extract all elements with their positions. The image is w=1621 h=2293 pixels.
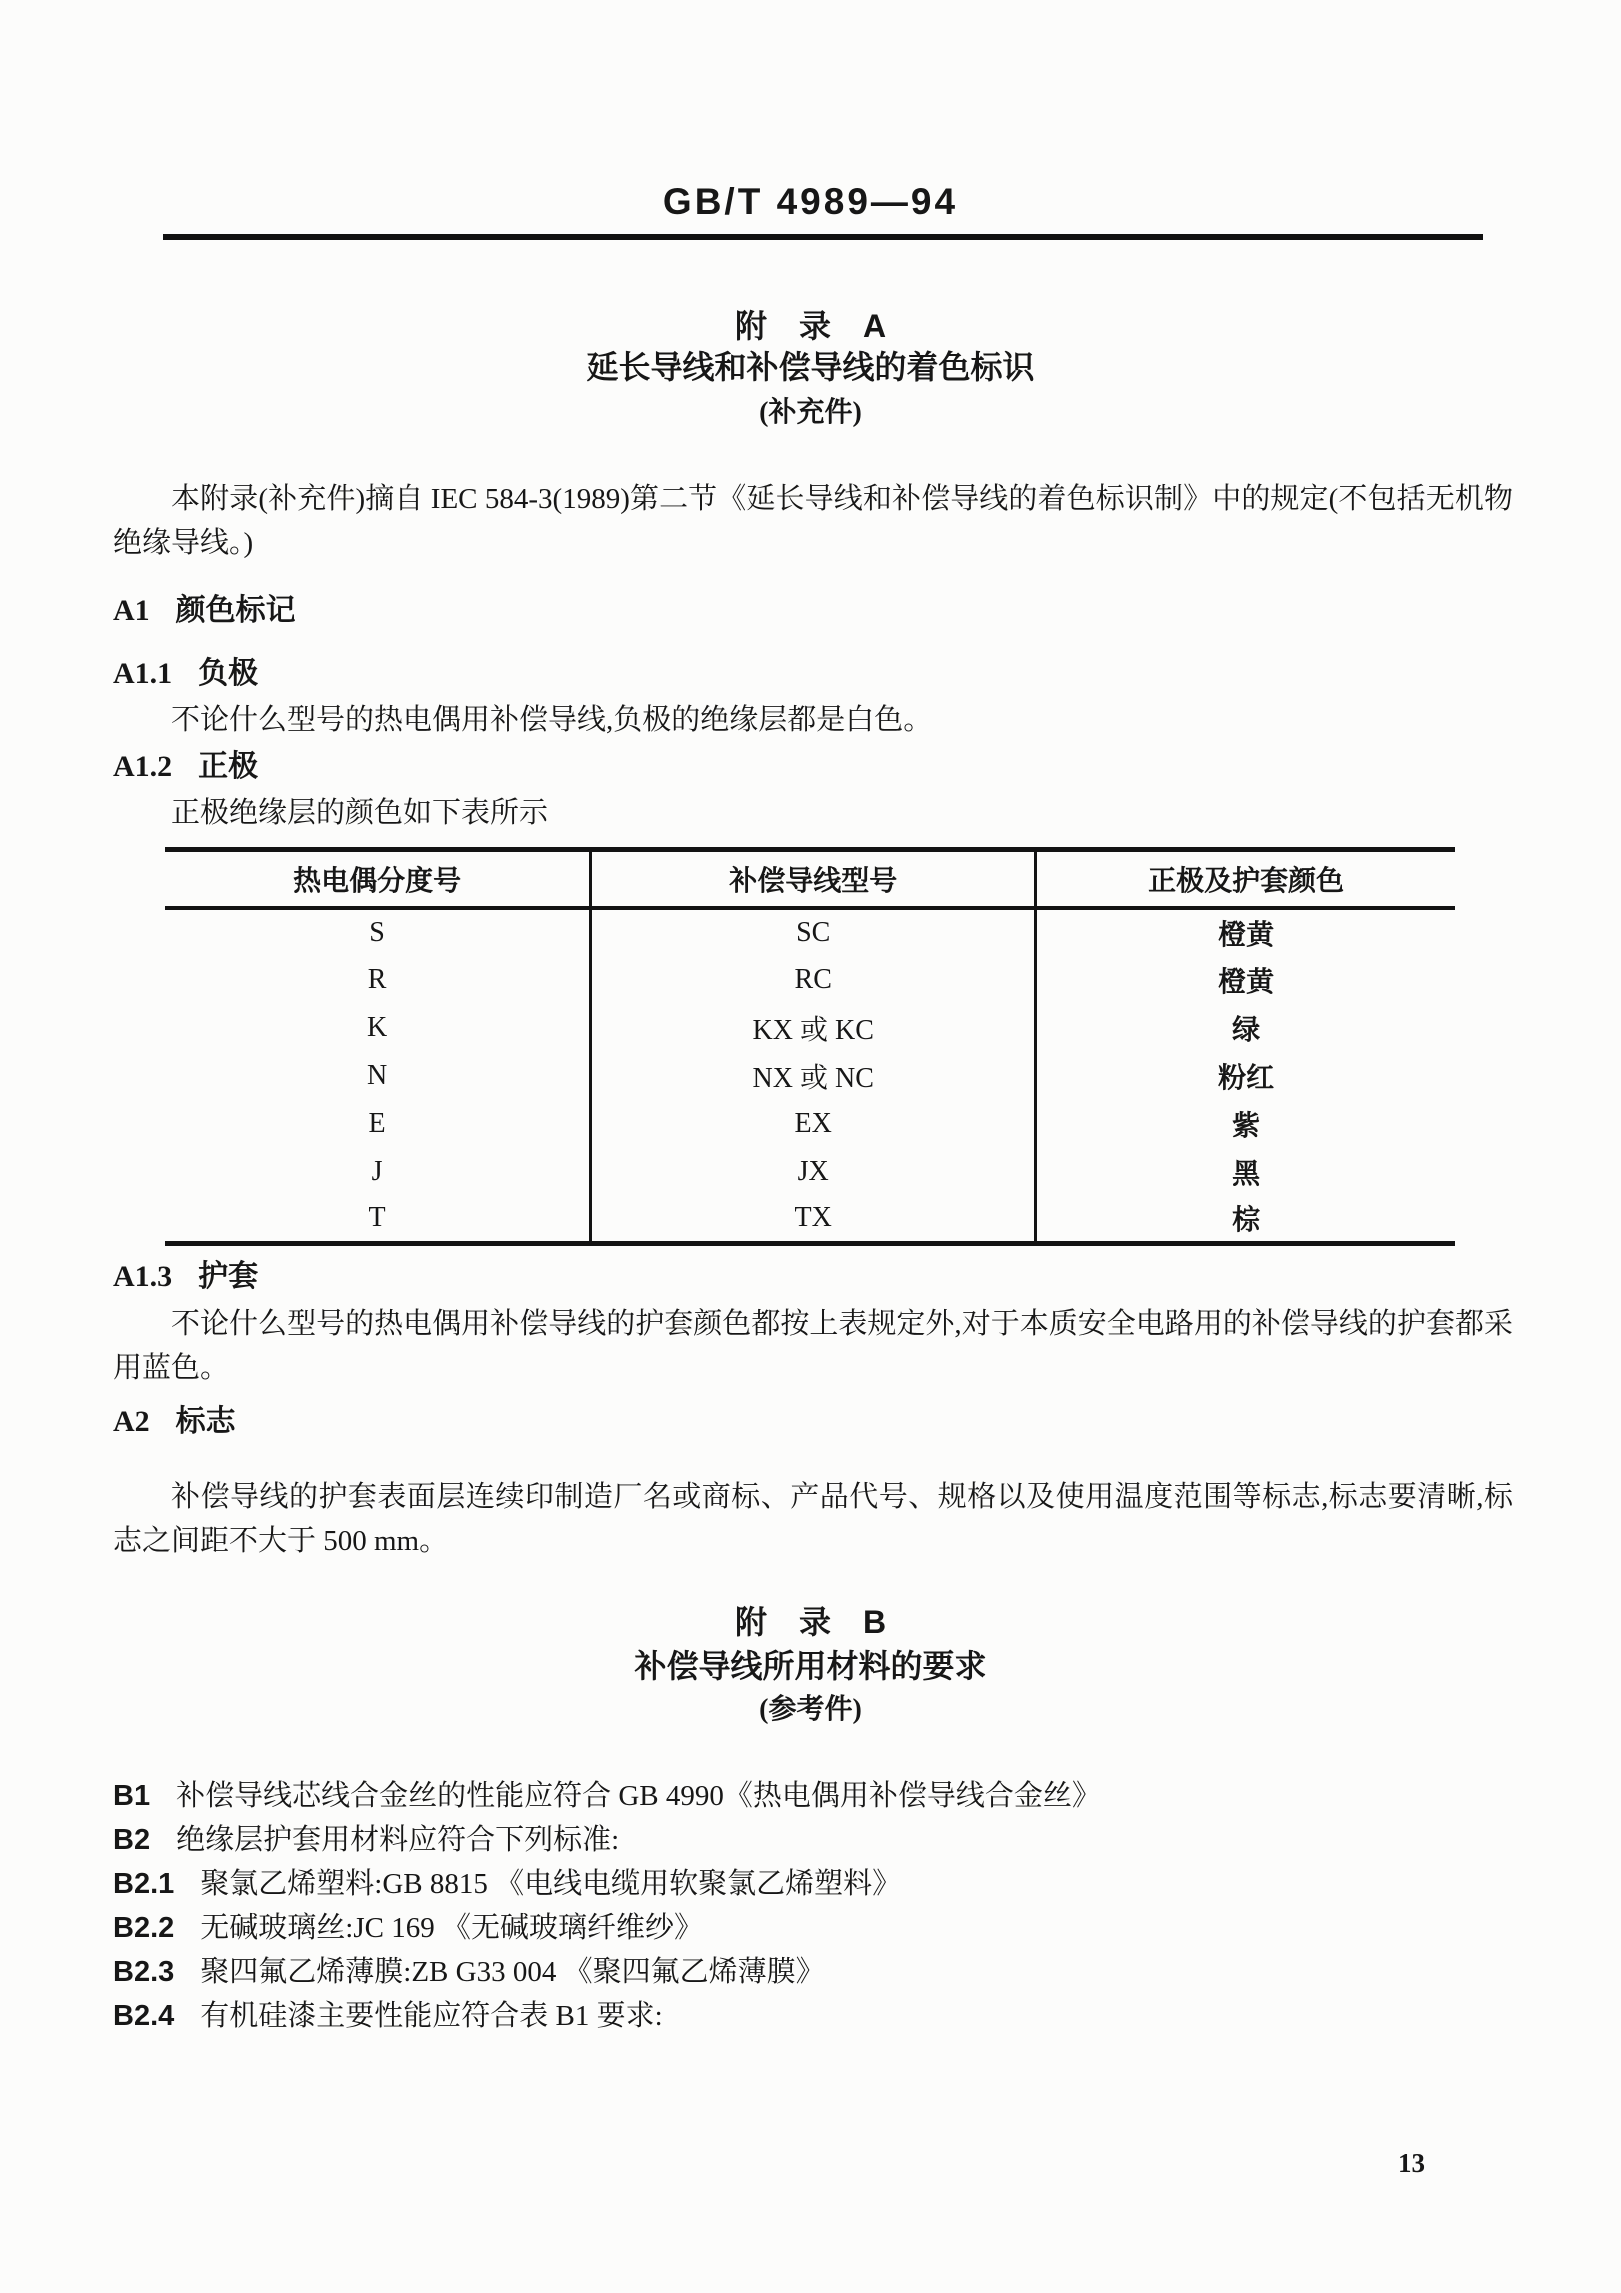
appendix-b-label: 附 录 B bbox=[734, 1604, 887, 1640]
table-header-row bbox=[165, 850, 1455, 908]
section-body-a1-1: 不论什么型号的热电偶用补偿导线,负极的绝缘层都是白色。 bbox=[171, 704, 933, 736]
table-row bbox=[165, 1196, 1455, 1244]
cell-color: 橙黄 bbox=[1218, 965, 1275, 997]
cell-model: TX bbox=[591, 1196, 1036, 1244]
table-row bbox=[165, 908, 1455, 956]
section-number-a1-1: A1.1 bbox=[113, 657, 173, 690]
cell-grade: S bbox=[165, 908, 591, 956]
b-item-text: 有机硅漆主要性能应符合表 B1 要求: bbox=[200, 2000, 663, 2032]
section-heading-a2 bbox=[113, 1407, 1621, 1437]
cell-color: 紫 bbox=[1232, 1109, 1261, 1141]
appendix-b-title: 补偿导线所用材料的要求 bbox=[634, 1648, 987, 1684]
b-item-number: B2.1 bbox=[113, 1868, 175, 1900]
cell-grade: E bbox=[165, 1100, 591, 1148]
table-row bbox=[165, 1052, 1455, 1100]
cell-model: RC bbox=[591, 956, 1036, 1004]
b-item-text: 聚四氟乙烯薄膜:ZB G33 004 《聚四氟乙烯薄膜》 bbox=[200, 1956, 825, 1988]
appendix-b-items bbox=[0, 1782, 1621, 2031]
appendix-a-label: 附 录 A bbox=[734, 308, 887, 344]
b-item-number: B2 bbox=[113, 1824, 151, 1856]
table-row bbox=[165, 956, 1455, 1004]
cell-grade: T bbox=[165, 1196, 591, 1244]
section-body-a1-2: 正极绝缘层的颜色如下表所示 bbox=[171, 797, 549, 829]
table-header-color: 正极及护套颜色 bbox=[1036, 850, 1455, 908]
appendix-a bbox=[0, 310, 1621, 1563]
table-head bbox=[165, 850, 1455, 908]
appendix-a-note: (补充件) bbox=[759, 397, 862, 428]
section-heading-a1 bbox=[113, 596, 1621, 626]
b-item-text: 聚氯乙烯塑料:GB 8815 《电线电缆用软聚氯乙烯塑料》 bbox=[200, 1868, 902, 1900]
section-title-a1: 颜色标记 bbox=[175, 594, 296, 627]
positive-pole-color-table bbox=[165, 847, 1455, 1246]
cell-model: SC bbox=[591, 908, 1036, 956]
b-item-b2-3 bbox=[113, 1958, 1513, 1987]
b-item-number: B2.3 bbox=[113, 1956, 175, 1988]
table-row bbox=[165, 1100, 1455, 1148]
b-item-text: 绝缘层护套用材料应符合下列标准: bbox=[176, 1824, 620, 1856]
cell-color: 橙黄 bbox=[1218, 918, 1275, 950]
section-heading-a1-2 bbox=[113, 752, 1621, 782]
cell-color: 绿 bbox=[1232, 1013, 1261, 1045]
section-number-a1-3: A1.3 bbox=[113, 1260, 173, 1293]
table-row bbox=[165, 1148, 1455, 1196]
appendix-a-title: 延长导线和补偿导线的着色标识 bbox=[586, 349, 1035, 385]
section-body-a1-3: 不论什么型号的热电偶用补偿导线的护套颜色都按上表规定外,对于本质安全电路用的补偿导线的护套都采用蓝色。 bbox=[113, 1308, 1513, 1384]
section-number-a1-2: A1.2 bbox=[113, 750, 173, 783]
table-body bbox=[165, 908, 1455, 1244]
cell-grade: J bbox=[165, 1148, 591, 1196]
cell-color: 棕 bbox=[1232, 1204, 1261, 1236]
b-item-b2-4 bbox=[113, 2002, 1513, 2031]
section-number-a1: A1 bbox=[113, 594, 150, 627]
section-title-a1-3: 护套 bbox=[198, 1260, 259, 1293]
table-header-model: 补偿导线型号 bbox=[591, 850, 1036, 908]
table-row bbox=[165, 1004, 1455, 1052]
b-item-b2 bbox=[113, 1826, 1513, 1855]
cell-model: JX bbox=[591, 1148, 1036, 1196]
section-heading-a1-3 bbox=[113, 1262, 1621, 1292]
cell-grade: R bbox=[165, 956, 591, 1004]
b-item-b2-1 bbox=[113, 1870, 1513, 1899]
section-body-a2: 补偿导线的护套表面层连续印制造厂名或商标、产品代号、规格以及使用温度范围等标志,标志要清晰,标志之间距不大于 500 mm。 bbox=[113, 1481, 1513, 1557]
section-heading-a1-1 bbox=[113, 659, 1621, 689]
appendix-a-intro: 本附录(补充件)摘自 IEC 584-3(1989)第二节《延长导线和补偿导线的着色标识制》中的规定(不包括无机物绝缘导线。) bbox=[113, 483, 1513, 559]
header-rule bbox=[163, 234, 1483, 240]
cell-grade: N bbox=[165, 1052, 591, 1100]
page-number: 13 bbox=[1398, 2148, 1425, 2178]
cell-color: 黑 bbox=[1232, 1157, 1261, 1189]
b-item-number: B2.4 bbox=[113, 2000, 175, 2032]
b-item-text: 补偿导线芯线合金丝的性能应符合 GB 4990《热电偶用补偿导线合金丝》 bbox=[176, 1780, 1101, 1812]
b-item-b1 bbox=[113, 1782, 1513, 1811]
section-title-a1-2: 正极 bbox=[198, 750, 259, 783]
section-title-a2: 标志 bbox=[175, 1405, 236, 1438]
cell-model: NX 或 NC bbox=[591, 1052, 1036, 1100]
cell-color: 粉红 bbox=[1218, 1061, 1275, 1093]
b-item-number: B1 bbox=[113, 1780, 151, 1812]
b-item-text: 无碱玻璃丝:JC 169 《无碱玻璃纤维纱》 bbox=[200, 1912, 703, 1944]
table-header-grade: 热电偶分度号 bbox=[165, 850, 591, 908]
standard-number: GB/T 4989—94 bbox=[662, 181, 959, 222]
b-item-b2-2 bbox=[113, 1914, 1513, 1943]
section-title-a1-1: 负极 bbox=[198, 657, 259, 690]
cell-grade: K bbox=[165, 1004, 591, 1052]
b-item-number: B2.2 bbox=[113, 1912, 175, 1944]
appendix-b-note: (参考件) bbox=[759, 1694, 862, 1725]
cell-model: KX 或 KC bbox=[591, 1004, 1036, 1052]
appendix-b bbox=[0, 1606, 1621, 2031]
section-number-a2: A2 bbox=[113, 1405, 150, 1438]
cell-model: EX bbox=[591, 1100, 1036, 1148]
